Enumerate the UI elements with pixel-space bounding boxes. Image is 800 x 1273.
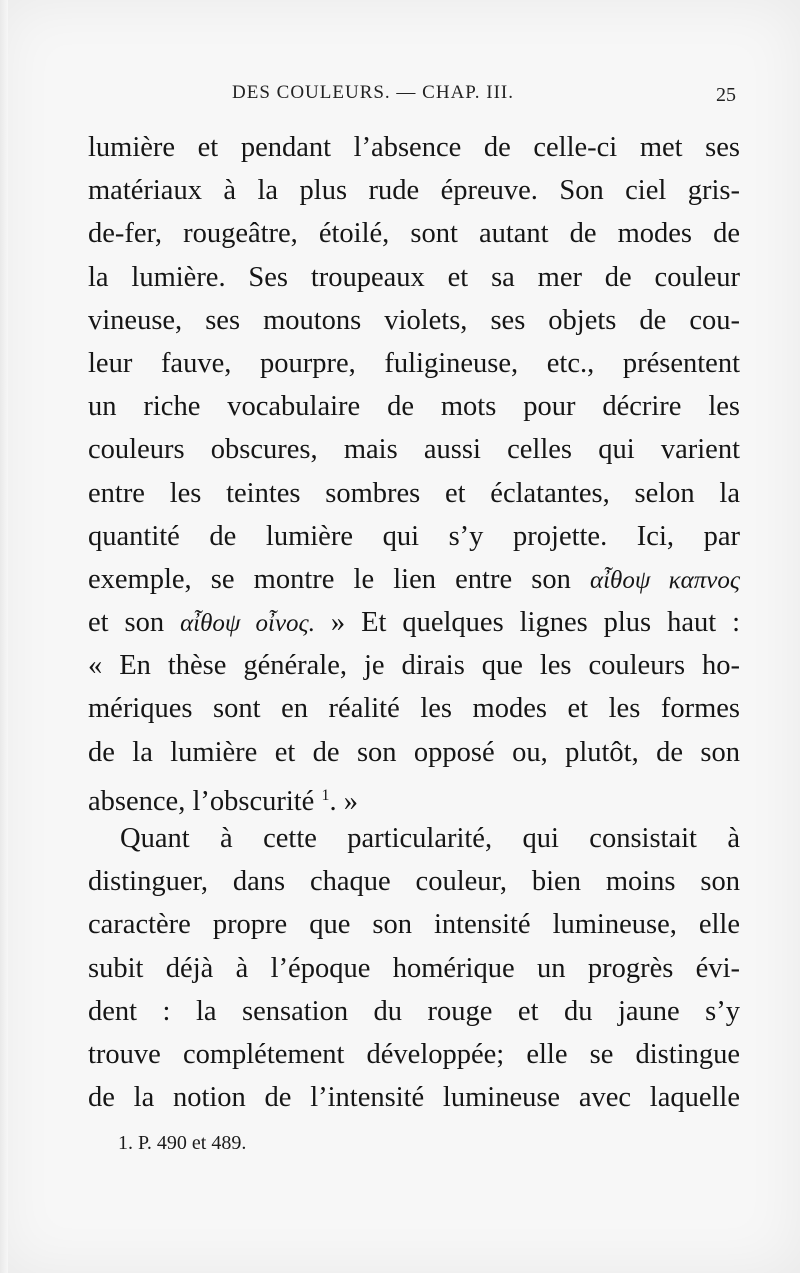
running-head: [90, 82, 740, 112]
running-title: DES COULEURS. — CHAP. III.: [232, 82, 514, 103]
text-line: distinguer, dans chaque couleur, bien moins son: [88, 866, 740, 898]
text-line: de la lumière et de son opposé ou, plutôt, de son: [88, 736, 740, 768]
text-line: trouve complétement développée; elle se distingue: [88, 1038, 740, 1070]
text-line: subit déjà à l’époque homérique un progrès évi-: [88, 952, 740, 984]
text-line-paragraph-end: [88, 774, 740, 817]
text-segment: absence, l’obscurité: [88, 785, 315, 817]
greek-phrase: αἶθοψ καπνος: [589, 566, 740, 594]
text-segment: . »: [329, 785, 358, 817]
text-line: de la notion de l’intensité lumineuse avec laquelle: [88, 1082, 740, 1114]
text-line: vineuse, ses moutons violets, ses objets de cou-: [88, 304, 740, 336]
text-segment: et son: [88, 607, 165, 639]
body-text: [88, 126, 740, 1119]
page-number: 25: [716, 84, 736, 106]
text-line-greek: [88, 601, 740, 644]
text-line: matériaux à la plus rude épreuve. Son ciel gris-: [88, 175, 740, 207]
text-line: la lumière. Ses troupeaux et sa mer de couleur: [88, 261, 740, 293]
text-line: de-fer, rougeâtre, étoilé, sont autant de modes de: [88, 218, 740, 250]
text-segment: exemple, se montre le lien entre son: [88, 563, 571, 595]
text-line: lumière et pendant l’absence de celle-ci met ses: [88, 132, 740, 163]
footnote-reference: 1: [321, 786, 330, 804]
text-line: quantité de lumière qui s’y projette. Ici, par: [88, 520, 740, 552]
text-line: caractère propre que son intensité lumineuse, elle: [88, 909, 740, 941]
text-line: entre les teintes sombres et éclatantes, selon la: [88, 477, 740, 509]
text-line: leur fauve, pourpre, fuligineuse, etc., présentent: [88, 347, 740, 379]
text-line-greek: [88, 558, 740, 601]
text-line: dent : la sensation du rouge et du jaune s’y: [88, 995, 740, 1027]
text-line: couleurs obscures, mais aussi celles qui varient: [88, 434, 740, 466]
text-segment: » Et quelques lignes plus haut :: [330, 607, 741, 639]
text-line: un riche vocabulaire de mots pour décrire les: [88, 391, 740, 423]
text-line: mériques sont en réalité les modes et les formes: [88, 693, 740, 725]
text-line-paragraph-start: Quant à cette particularité, qui consistait à: [120, 823, 740, 854]
greek-phrase: αἶθοψ οἶνος.: [180, 610, 315, 638]
page-edge: [0, 0, 8, 1273]
footnote: 1. P. 490 et 489.: [118, 1132, 247, 1154]
text-line: « En thèse générale, je dirais que les couleurs ho-: [88, 650, 740, 682]
